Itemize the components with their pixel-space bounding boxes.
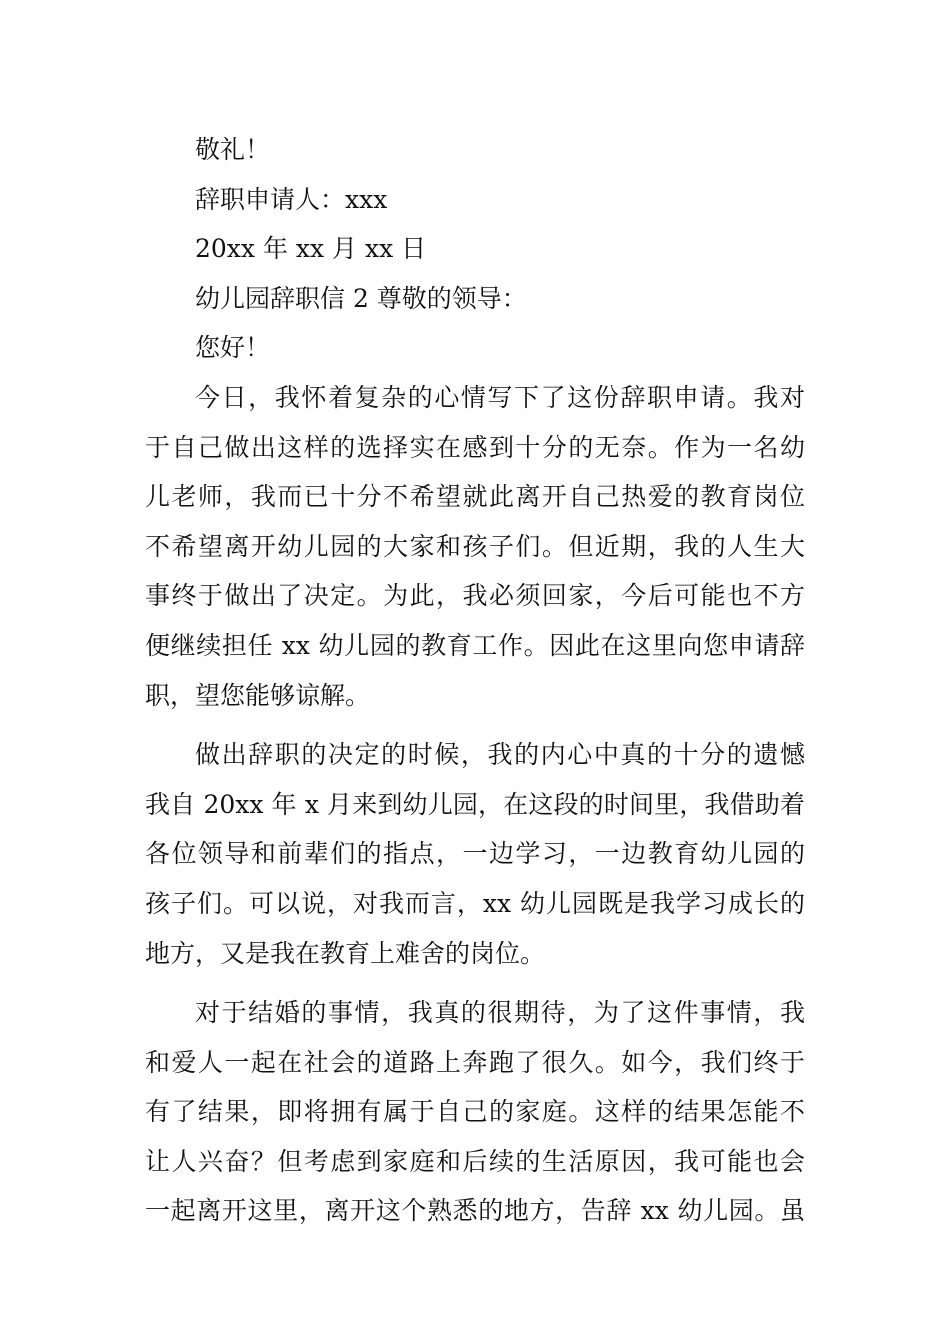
paragraph-line: 事终于做出了决定。为此，我必须回家，今后可能也不方 bbox=[145, 581, 805, 611]
paragraph-line: 今日，我怀着复杂的心情写下了这份辞职申请。我对 bbox=[195, 382, 805, 412]
paragraph-line: 各位领导和前辈们的指点，一边学习，一边教育幼儿园的 bbox=[145, 839, 805, 869]
paragraph-line: 于自己做出这样的选择实在感到十分的无奈。作为一名幼 bbox=[145, 432, 805, 462]
paragraph-line: 孩子们。可以说，对我而言，xx 幼儿园既是我学习成长的 bbox=[145, 888, 805, 918]
paragraph-line: 对于结婚的事情，我真的很期待，为了这件事情，我 bbox=[195, 998, 805, 1028]
paragraph-line: 职，望您能够谅解。 bbox=[145, 680, 371, 710]
paragraph-3 bbox=[145, 988, 805, 1236]
paragraph-line: 儿老师，我而已十分不希望就此离开自己热爱的教育岗位 bbox=[145, 482, 805, 512]
paragraph-line: 便继续担任 xx 幼儿园的教育工作。因此在这里向您申请辞 bbox=[145, 630, 805, 660]
letter-body bbox=[145, 125, 805, 1236]
paragraph-line: 我自 20xx 年 x 月来到幼儿园，在这段的时间里，我借助着 bbox=[145, 789, 805, 819]
greeting-line: 您好！ bbox=[195, 333, 271, 363]
paragraph-1 bbox=[145, 373, 805, 720]
paragraph-line: 做出辞职的决定的时候，我的内心中真的十分的遗憾 bbox=[195, 740, 805, 770]
closing-line: 敬礼！ bbox=[195, 135, 271, 164]
paragraph-line: 和爱人一起在社会的道路上奔跑了很久。如今，我们终于 bbox=[145, 1047, 805, 1077]
paragraph-2 bbox=[145, 730, 805, 978]
paragraph-line: 有了结果，即将拥有属于自己的家庭。这样的结果怎能不 bbox=[145, 1097, 805, 1127]
letter-heading: 幼儿园辞职信 2 尊敬的领导： bbox=[195, 283, 527, 313]
date-line: 20xx 年 xx 月 xx 日 bbox=[195, 234, 427, 264]
paragraph-line: 让人兴奋？但考虑到家庭和后续的生活原因，我可能也会 bbox=[145, 1146, 805, 1176]
paragraph-line: 地方，又是我在教育上难舍的岗位。 bbox=[145, 938, 546, 968]
paragraph-line: 不希望离开幼儿园的大家和孩子们。但近期，我的人生大 bbox=[145, 531, 805, 561]
paragraph-line: 一起离开这里，离开这个熟悉的地方，告辞 xx 幼儿园。虽 bbox=[145, 1196, 805, 1226]
signature-line: 辞职申请人：xxx bbox=[195, 184, 388, 214]
